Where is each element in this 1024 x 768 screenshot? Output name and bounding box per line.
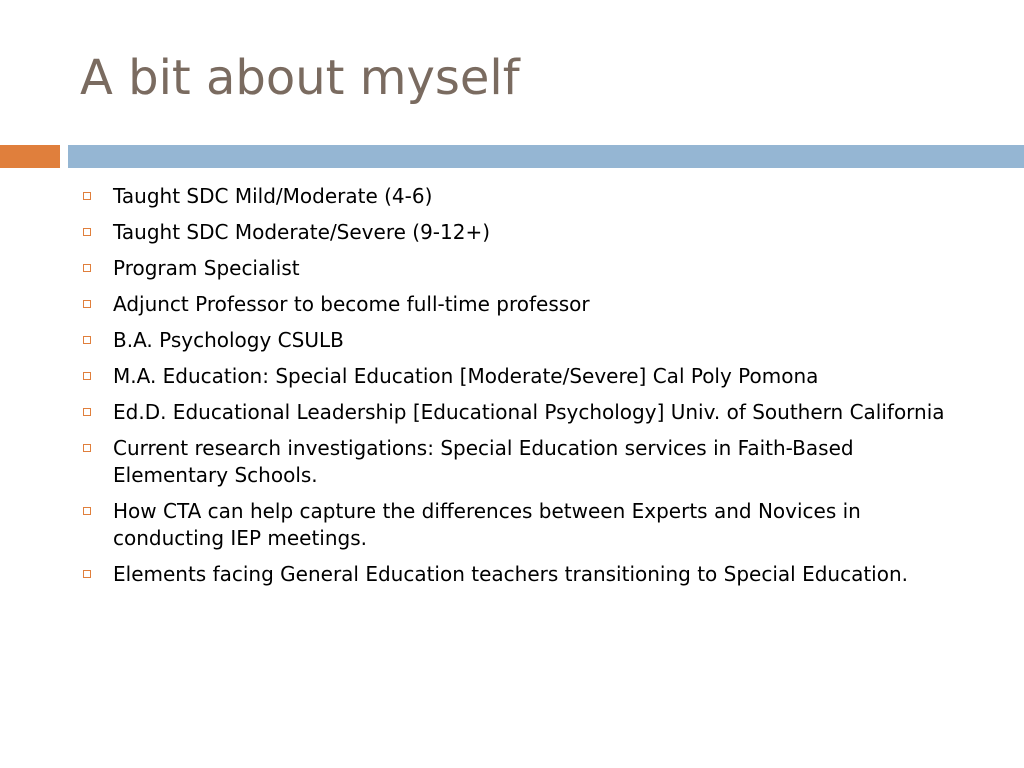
bullet-text: M.A. Education: Special Education [Moderate/Severe] Cal Poly Pomona xyxy=(113,364,819,388)
bullet-text: Taught SDC Mild/Moderate (4-6) xyxy=(113,184,433,208)
bullet-text: Adjunct Professor to become full-time professor xyxy=(113,292,590,316)
bullet-text: How CTA can help capture the differences between Experts and Novices in conducting IEP meetings. xyxy=(113,499,861,550)
bullet-text: B.A. Psychology CSULB xyxy=(113,328,344,352)
hollow-square-bullet-icon xyxy=(83,300,91,308)
bullet-item xyxy=(80,561,980,588)
bullet-item xyxy=(80,255,980,282)
bullet-item xyxy=(80,291,980,318)
hollow-square-bullet-icon xyxy=(83,192,91,200)
hollow-square-bullet-icon xyxy=(83,408,91,416)
bullet-item xyxy=(80,498,980,552)
bullet-item xyxy=(80,327,980,354)
slide-title: A bit about myself xyxy=(80,50,520,106)
bullet-item xyxy=(80,435,980,489)
hollow-square-bullet-icon xyxy=(83,228,91,236)
bullet-text: Current research investigations: Special Education services in Faith-Based Elementary Schools. xyxy=(113,436,854,487)
bullet-list xyxy=(80,183,980,597)
hollow-square-bullet-icon xyxy=(83,570,91,578)
bullet-text: Ed.D. Educational Leadership [Educational Psychology] Univ. of Southern California xyxy=(113,400,945,424)
hollow-square-bullet-icon xyxy=(83,507,91,515)
accent-bar-orange xyxy=(0,145,60,168)
bullet-text: Program Specialist xyxy=(113,256,300,280)
bullet-item xyxy=(80,363,980,390)
accent-bar-blue xyxy=(68,145,1024,168)
bullet-item xyxy=(80,183,980,210)
bullet-text: Elements facing General Education teachers transitioning to Special Education. xyxy=(113,562,908,586)
bullet-item xyxy=(80,399,980,426)
hollow-square-bullet-icon xyxy=(83,336,91,344)
bullet-text: Taught SDC Moderate/Severe (9-12+) xyxy=(113,220,491,244)
hollow-square-bullet-icon xyxy=(83,264,91,272)
hollow-square-bullet-icon xyxy=(83,372,91,380)
hollow-square-bullet-icon xyxy=(83,444,91,452)
bullet-item xyxy=(80,219,980,246)
